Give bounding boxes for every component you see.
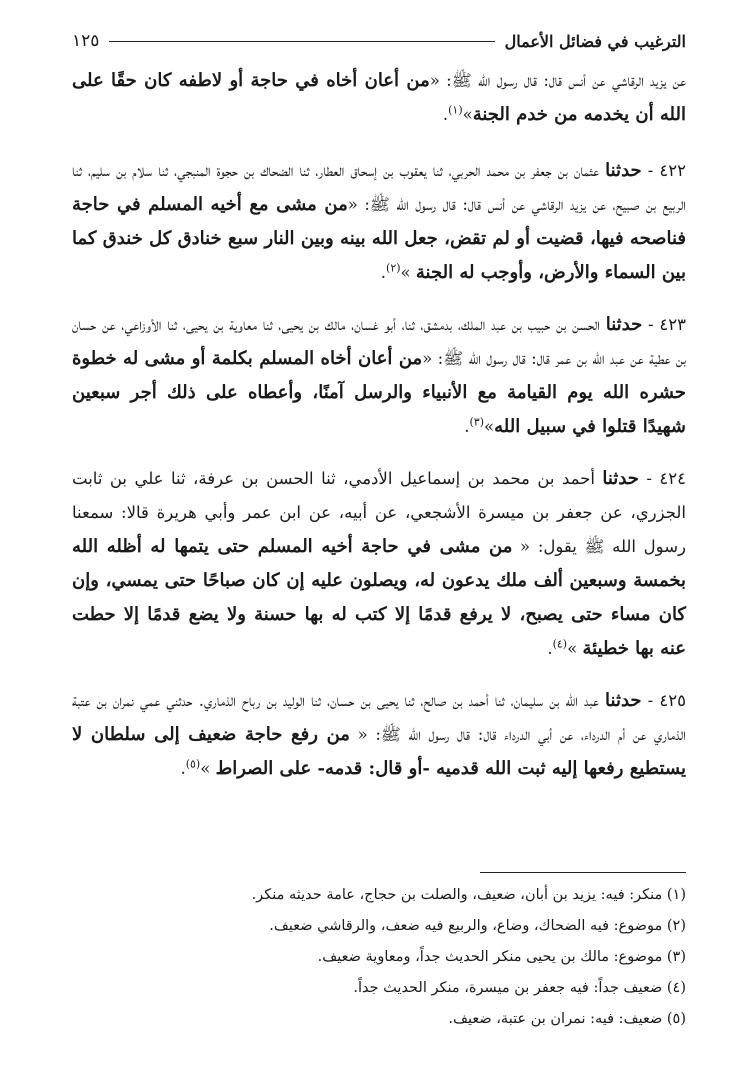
period: . xyxy=(442,105,449,124)
hadith-paragraph xyxy=(72,684,686,786)
closing-quote: » xyxy=(462,105,473,124)
footnote: (٣) موضوع: مالك بن يحيى منكر الحديث جداً، ومعاوية ضعيف. xyxy=(317,949,686,965)
narration-text: عثمان بن جعفر بن محمد الحربي، ثنا يعقوب بن إسحاق العطار، ثنا الضحاك بن حجوة المنبجي، ثنا سلام بن سليم، ثنا الربيع بن صبيح، عن يزيد الرقاشي عن أنس قال: قال رسول الله ﷺ: « xyxy=(72,161,686,214)
hadith-paragraph xyxy=(72,154,686,290)
chain-lead: حدثنا xyxy=(605,314,643,335)
footnote: (٢) موضوع: فيه الضحاك، وضاع، والربيع فيه ضعف، والرقاشي ضعيف. xyxy=(269,918,686,934)
header-rule xyxy=(109,41,494,42)
footnote-ref: (١) xyxy=(448,103,463,117)
hadith-text: من رفع حاجة ضعيف إلى سلطان لا يستطيع رفعها إليه ثبت الله قدميه -أو قال: قدمه- على الصراط xyxy=(72,724,686,779)
hadith-number: ٤٢٣ xyxy=(659,315,686,334)
page-header xyxy=(72,28,686,54)
chain-lead: حدثنا xyxy=(605,690,642,711)
footnote: (٤) ضعيف جداً: فيه جعفر بن ميسرة، منكر الحديث جداً. xyxy=(353,980,686,996)
closing-quote: » xyxy=(200,759,216,778)
number-dash: - xyxy=(638,469,660,488)
hadith-text: من أعان أخاه في حاجة أو لاطفه كان حقًا على الله أن يخدمه من خدم الجنة xyxy=(72,70,686,125)
hadith-text: من مشى في حاجة أخيه المسلم حتى يتمها له أظله الله بخمسة وسبعين ألف ملك يدعون له، ويصلون عليه إن كان صباحًا حتى يمسي، وإن كان مساء حتى يصبح، لا يرفع قدمًا إلا كتب له بها حسنة ولا يضع قدمًا إلا حطت عنه بها خطيئة xyxy=(72,536,686,659)
running-title: الترغيب في فضائل الأعمال xyxy=(504,31,686,51)
footnote-ref: (٥) xyxy=(185,757,201,771)
hadith-paragraph xyxy=(72,462,686,666)
page-number: ١٢٥ xyxy=(72,31,100,51)
closing-quote: » xyxy=(483,417,495,436)
footnotes xyxy=(72,880,686,1035)
hadith-text: من مشى مع أخيه المسلم في حاجة فناصحه فيها، قضيت أو لم تقض، جعل الله بينه وبين النار سبع خنادق كل خندق كما بين السماء والأرض، وأوجب له الجنة xyxy=(72,194,686,283)
narration-text: أحمد بن محمد بن إسماعيل الأدمي، ثنا الحسن بن عرفة، ثنا علي بن ثابت الجزري، عن جعفر بن ميسرة الأشجعي، عن أبيه، عن ابن عمر وأبي هريرة قالا: سمعنا رسول الله ﷺ يقول: « xyxy=(72,469,686,556)
page-body xyxy=(72,64,686,804)
period: . xyxy=(180,759,186,778)
period: . xyxy=(464,417,470,436)
hadith-paragraph xyxy=(72,64,686,132)
number-dash: - xyxy=(642,315,660,334)
chain-lead: حدثنا xyxy=(602,468,639,489)
closing-quote: » xyxy=(567,639,583,658)
footnote-ref: (٤) xyxy=(552,637,568,651)
narration-text: الحسن بن حبيب بن عبد الملك، بدمشق، ثنا، أبو غسان، مالك بن يحيى، ثنا معاوية بن يحيى، ثنا الأوزاعي، عن حسان بن عطية عن عبد الله بن عمر قال: قال رسول الله ﷺ: « xyxy=(72,315,686,368)
footnote-ref: (٣) xyxy=(469,415,484,429)
footnote-separator xyxy=(480,872,686,873)
hadith-number: ٤٢٢ xyxy=(659,161,686,180)
narration-text: عن يزيد الرقاشي عن أنس قال: قال رسول الله ﷺ: « xyxy=(429,71,686,90)
footnote-ref: (٢) xyxy=(386,261,401,275)
period: . xyxy=(547,639,553,658)
footnote: (٥) ضعيف: فيه: نمران بن عتبة، ضعيف. xyxy=(448,1011,686,1027)
hadith-paragraph xyxy=(72,308,686,444)
number-dash: - xyxy=(641,161,660,180)
footnote: (١) منكر: فيه: يزيد بن أبان، ضعيف، والصلت بن حجاج، عامة حديثه منكر. xyxy=(251,887,686,903)
number-dash: - xyxy=(641,691,660,710)
closing-quote: » xyxy=(400,263,416,282)
period: . xyxy=(380,263,387,282)
narration-text: عبد الله بن سليمان، ثنا أحمد بن صالح، ثنا يحيى بن حسان، ثنا الوليد بن رباح الذماري. حدثني عمي نمران بن عتبة الذماري عن أم الدرداء، عن أبي الدرداء قال: قال رسول الله ﷺ: « xyxy=(72,691,686,744)
hadith-number: ٤٢٤ xyxy=(659,469,686,488)
chain-lead: حدثنا xyxy=(605,160,642,181)
hadith-text: من أعان أخاه المسلم بكلمة أو مشى له خطوة حشره الله يوم القيامة مع الأنبياء والرسل آمنًا، وأعطاه على ذلك أجر سبعين شهيدًا قتلوا في سبيل الله xyxy=(72,348,686,437)
hadith-number: ٤٢٥ xyxy=(659,691,686,710)
